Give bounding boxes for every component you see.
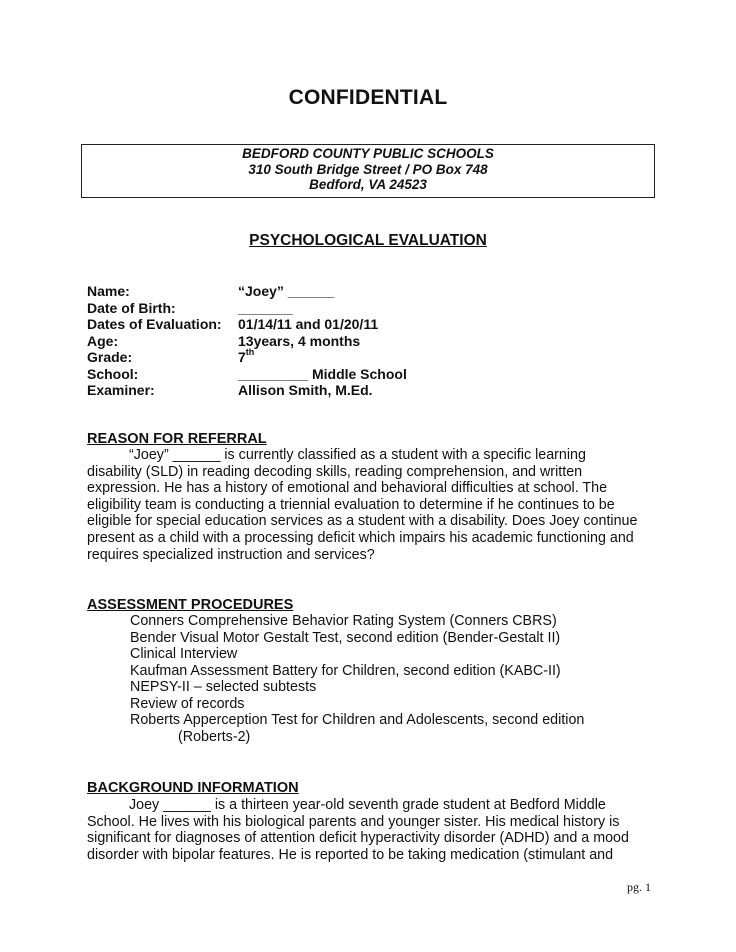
list-item: Kaufman Assessment Battery for Children, second edition (KABC-II) xyxy=(130,662,561,679)
info-value: _________ Middle School xyxy=(238,365,407,382)
paragraph-line: eligible for special education services as a student with a disability. Does Joey continue xyxy=(87,513,638,530)
info-label: Dates of Evaluation: xyxy=(87,316,222,332)
school-address-box xyxy=(81,144,655,198)
assessment-heading: ASSESSMENT PROCEDURES xyxy=(87,597,294,613)
info-value: 01/14/11 and 01/20/11 xyxy=(238,316,379,332)
evaluation-title: PSYCHOLOGICAL EVALUATION xyxy=(249,232,487,249)
info-value: Allison Smith, M.Ed. xyxy=(238,382,373,398)
info-value: “Joey” ______ xyxy=(238,283,335,299)
school-city: Bedford, VA 24523 xyxy=(309,177,427,192)
info-label: School: xyxy=(87,365,139,382)
list-item: Roberts Apperception Test for Children and Adolescents, second edition xyxy=(130,712,585,728)
list-item: NEPSY-II – selected subtests xyxy=(130,679,317,695)
paragraph-line: significant for diagnoses of attention deficit hyperactivity disorder (ADHD) and a mood xyxy=(87,830,629,847)
paragraph-line: disability (SLD) in reading decoding skills, reading comprehension, and written xyxy=(87,463,583,480)
info-value: 13years, 4 months xyxy=(238,332,361,349)
info-label: Examiner: xyxy=(87,382,155,398)
paragraph-line: eligibility team is conducting a triennial evaluation to determine if he continues to be xyxy=(87,496,615,513)
paragraph-line: disorder with bipolar features. He is reported to be taking medication (stimulant and xyxy=(87,846,614,863)
paragraph-line: Joey ______ is a thirteen year-old seventh grade student at Bedford Middle xyxy=(129,797,606,813)
info-label: Date of Birth: xyxy=(87,299,176,316)
list-item: (Roberts-2) xyxy=(178,728,251,745)
paragraph-line: School. He lives with his biological parents and younger sister. His medical history is xyxy=(87,813,620,830)
list-item: Clinical Interview xyxy=(130,646,238,662)
school-street: 310 South Bridge Street / PO Box 748 xyxy=(248,161,488,177)
info-value: _______ xyxy=(238,299,293,316)
paragraph-line: “Joey” ______ is currently classified as a student with a specific learning xyxy=(129,447,586,463)
referral-heading: REASON FOR REFERRAL xyxy=(87,431,267,447)
list-item: Review of records xyxy=(130,695,245,712)
referral-paragraph xyxy=(87,447,657,563)
paragraph-line: present as a child with a processing deficit which impairs his academic functioning and xyxy=(87,529,634,546)
confidential-title: CONFIDENTIAL xyxy=(288,86,448,109)
background-paragraph xyxy=(87,797,657,863)
list-item: Conners Comprehensive Behavior Rating System (Conners CBRS) xyxy=(130,613,557,629)
background-heading: BACKGROUND INFORMATION xyxy=(87,780,299,796)
list-item: Bender Visual Motor Gestalt Test, second edition (Bender-Gestalt II) xyxy=(130,629,561,646)
info-value: 7th xyxy=(238,347,255,365)
info-label: Name: xyxy=(87,283,130,299)
assessment-list xyxy=(130,613,584,745)
info-label: Grade: xyxy=(87,349,133,365)
page-number: pg. 1 xyxy=(627,880,651,894)
info-label: Age: xyxy=(87,332,119,349)
school-name: BEDFORD COUNTY PUBLIC SCHOOLS xyxy=(242,146,494,161)
paragraph-line: requires specialized instruction and services? xyxy=(87,546,375,563)
paragraph-line: expression. He has a history of emotional and behavioral difficulties at school. The xyxy=(87,480,608,497)
